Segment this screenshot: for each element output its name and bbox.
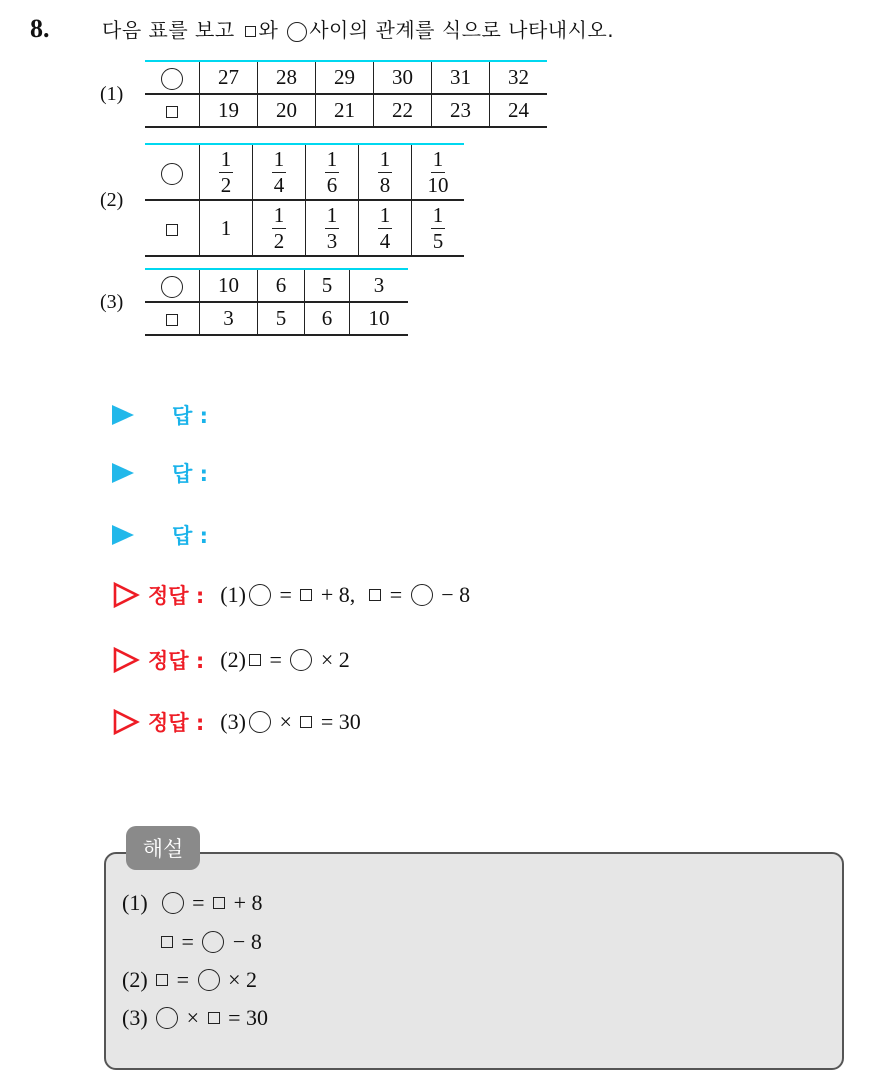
correct-answer-row-2	[112, 645, 350, 675]
table-cell: 21	[316, 94, 374, 127]
item-number: (3)	[220, 709, 246, 734]
fraction-numerator: 1	[273, 202, 285, 227]
table-3-label: (3)	[100, 290, 124, 313]
table-row	[145, 94, 547, 127]
expr-part: =	[384, 582, 408, 607]
table-cell	[200, 144, 253, 200]
table-cell	[412, 144, 465, 200]
correct-answer-3	[220, 709, 361, 735]
question-text-after: 사이의 관계를 식으로 나타내시오.	[309, 18, 615, 42]
table-2-block	[100, 143, 464, 257]
table-cell: 3	[200, 302, 258, 335]
table-cell: 30	[374, 61, 432, 94]
expr-part: =	[176, 929, 200, 954]
fraction-numerator: 1	[379, 202, 391, 227]
explanation-line-3	[122, 967, 257, 993]
table-cell	[412, 200, 465, 256]
expr-part: × 2	[222, 967, 257, 992]
question-number: 8.	[30, 14, 50, 43]
table-cell	[306, 200, 359, 256]
correct-answer-row-3	[112, 707, 361, 737]
outline-triangle-arrow-icon	[112, 581, 140, 609]
table-cell: 23	[432, 94, 490, 127]
circle-symbol-icon	[161, 276, 183, 298]
fraction-numerator: 1	[220, 146, 232, 171]
question-text	[102, 14, 614, 43]
answer-row-2[interactable]	[112, 458, 208, 488]
expr-part: =	[171, 967, 195, 992]
correct-answer-2	[220, 647, 350, 673]
table-cell: 1	[200, 200, 253, 256]
item-number: (3)	[122, 1005, 154, 1030]
circle-symbol-icon	[249, 711, 271, 733]
table-cell: 19	[200, 94, 258, 127]
expr-part: + 8	[228, 890, 263, 915]
expr-part: × 2	[315, 647, 350, 672]
table-cell: 5	[258, 302, 305, 335]
explanation-title: 해설	[126, 826, 200, 870]
table-row	[145, 200, 464, 256]
answer-label: 답 :	[172, 524, 208, 548]
correct-answer-1	[220, 582, 470, 608]
fraction-denominator: 2	[273, 228, 285, 253]
fraction	[325, 202, 340, 253]
fraction-denominator: 8	[379, 172, 391, 197]
circle-symbol-icon	[198, 969, 220, 991]
table-cell: 5	[305, 269, 350, 302]
circle-symbol-icon	[156, 1007, 178, 1029]
table-row	[145, 61, 547, 94]
table-3-block	[100, 268, 408, 336]
fraction	[219, 146, 234, 197]
table-1-block	[100, 60, 547, 128]
table-cell: 24	[490, 94, 548, 127]
fraction	[272, 146, 287, 197]
square-symbol-icon	[245, 26, 256, 37]
expr-part: =	[273, 582, 298, 607]
explanation-line-4	[122, 1005, 268, 1031]
question-text-before: 다음 표를 보고	[102, 18, 235, 42]
filled-triangle-arrow-icon	[112, 525, 134, 545]
table-cell	[359, 200, 412, 256]
table-cell: 6	[305, 302, 350, 335]
table-cell: 10	[200, 269, 258, 302]
fraction-numerator: 1	[379, 146, 391, 171]
square-symbol-icon	[208, 1012, 220, 1024]
table-cell: 29	[316, 61, 374, 94]
circle-symbol-icon	[287, 22, 307, 42]
explanation-line-1	[122, 890, 263, 916]
correct-label: 정답 :	[148, 649, 205, 673]
table-cell: 27	[200, 61, 258, 94]
table-3	[145, 268, 408, 336]
fraction-denominator: 5	[432, 228, 444, 253]
fraction-numerator: 1	[432, 146, 444, 171]
expr-part: − 8	[227, 929, 262, 954]
table-2	[145, 143, 464, 257]
table-1	[145, 60, 547, 128]
circle-symbol-icon	[161, 68, 183, 90]
table-2-label: (2)	[100, 188, 124, 211]
answer-row-3[interactable]	[112, 520, 208, 550]
answer-label: 답 :	[172, 404, 208, 428]
correct-label: 정답 :	[148, 584, 205, 608]
table-cell	[253, 200, 306, 256]
expr-part: = 30	[315, 709, 361, 734]
table-cell: 10	[350, 302, 409, 335]
expr-part: =	[186, 890, 211, 915]
circle-symbol-icon	[161, 163, 183, 185]
fraction-numerator: 1	[273, 146, 285, 171]
outline-triangle-arrow-icon	[112, 708, 140, 736]
table-cell: 28	[258, 61, 316, 94]
question-header	[30, 14, 614, 44]
circle-symbol-icon	[162, 892, 184, 914]
answer-row-1[interactable]	[112, 400, 208, 430]
fraction	[378, 146, 393, 197]
answer-label: 답 :	[172, 462, 208, 486]
outline-triangle-arrow-icon	[112, 646, 140, 674]
correct-label: 정답 :	[148, 711, 205, 735]
square-symbol-icon	[249, 654, 261, 666]
table-cell: 3	[350, 269, 409, 302]
table-1-label: (1)	[100, 82, 124, 105]
fraction	[325, 146, 340, 197]
fraction-denominator: 6	[326, 172, 338, 197]
table-cell: 20	[258, 94, 316, 127]
fraction-denominator: 4	[379, 228, 391, 253]
item-number: (1)	[220, 582, 246, 607]
fraction-numerator: 1	[432, 202, 444, 227]
expr-part: =	[263, 647, 288, 672]
circle-symbol-icon	[411, 584, 433, 606]
expr-part: − 8	[435, 582, 471, 607]
square-symbol-icon	[156, 974, 168, 986]
filled-triangle-arrow-icon	[112, 463, 134, 483]
square-symbol-icon	[161, 936, 173, 948]
correct-answer-row-1	[112, 580, 470, 610]
square-symbol-icon	[166, 314, 178, 326]
fraction-denominator: 10	[427, 172, 449, 197]
expr-part: + 8,	[315, 582, 367, 607]
expr-part: ×	[273, 709, 298, 734]
fraction-numerator: 1	[326, 146, 338, 171]
item-number: (1)	[122, 890, 159, 915]
table-cell: 22	[374, 94, 432, 127]
explanation-line-2	[158, 929, 262, 955]
filled-triangle-arrow-icon	[112, 405, 134, 425]
fraction	[378, 202, 393, 253]
item-number: (2)	[122, 967, 154, 992]
square-symbol-icon	[166, 224, 178, 236]
table-row	[145, 144, 464, 200]
table-cell	[359, 144, 412, 200]
fraction	[431, 202, 446, 253]
square-symbol-icon	[300, 716, 312, 728]
fraction-numerator: 1	[326, 202, 338, 227]
fraction	[272, 202, 287, 253]
circle-symbol-icon	[290, 649, 312, 671]
table-row	[145, 269, 408, 302]
circle-symbol-icon	[249, 584, 271, 606]
table-cell	[253, 144, 306, 200]
explanation-box	[104, 852, 844, 1070]
square-symbol-icon	[166, 106, 178, 118]
table-cell	[306, 144, 359, 200]
fraction-denominator: 4	[273, 172, 285, 197]
expr-part: ×	[181, 1005, 205, 1030]
circle-symbol-icon	[202, 931, 224, 953]
fraction-denominator: 3	[326, 228, 338, 253]
expr-part: = 30	[222, 1005, 268, 1030]
table-cell: 31	[432, 61, 490, 94]
table-cell: 32	[490, 61, 548, 94]
square-symbol-icon	[300, 589, 312, 601]
question-text-middle: 와	[258, 18, 279, 42]
table-row	[145, 302, 408, 335]
square-symbol-icon	[213, 897, 225, 909]
item-number: (2)	[220, 647, 246, 672]
fraction-denominator: 2	[220, 172, 232, 197]
table-cell: 6	[258, 269, 305, 302]
fraction	[427, 146, 449, 197]
square-symbol-icon	[369, 589, 381, 601]
